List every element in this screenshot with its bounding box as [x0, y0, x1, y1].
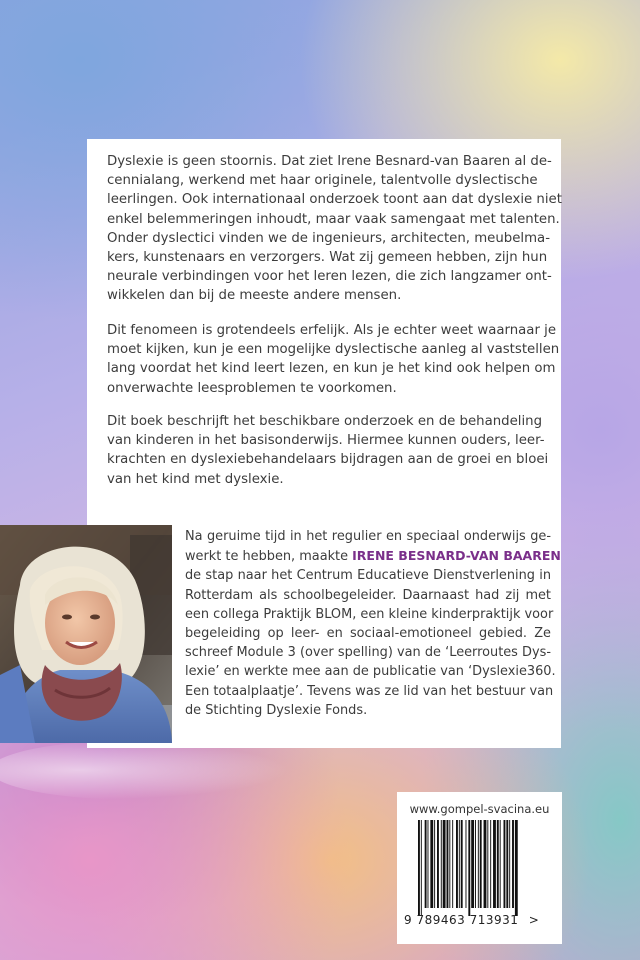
barcode-bar: [475, 820, 476, 908]
barcode-bar: [441, 820, 442, 908]
barcode-bar: [428, 820, 429, 908]
barcode-bar: [468, 820, 470, 916]
barcode-bar: [512, 820, 514, 908]
barcode-bar: [490, 820, 491, 908]
isbn-number: 9 789463 713931 >: [404, 913, 540, 927]
barcode-bar: [506, 820, 508, 908]
blurb-paragraph-2: Dit fenomeen is grotendeels erfelijk. Als je echter weet waarnaar je moet kijken, kun je een mogelijke dyslectische aanleg al vaststellen lang voordat het kind leert lezen, en kun je het kind ook helpen om onverwachte leesproblemen te voorkomen.: [107, 323, 560, 396]
author-photo: [0, 525, 172, 743]
barcode-bar: [449, 820, 450, 908]
barcode-bar: [478, 820, 479, 908]
isbn-barcode: [418, 820, 542, 916]
barcode-bar: [484, 820, 487, 908]
author-bio: Na geruime tijd in het regulier en speciaal onderwijs ge- werkt te hebben, maakte IRENE BESNARD-VAN BAAREN de stap naar het Centrum Educatieve Dienstverlening in Rotterdam als schoolbegeleider. Daarnaast had zij met een collega Praktijk BLOM, een kleine kinderpraktijk voor begeleiding op leer- en sociaal-emotioneel gebied. Ze schreef Module 3 (over spelling) van de ‘Leerroutes Dys- lexie’ en werkte mee aan de publicatie van ‘Dyslexie360. Een totaalplaatje’. Tevens was ze lid van het bestuur van de Stichting Dyslexie Fonds.: [185, 529, 561, 718]
publisher-website: www.gompel-svacina.eu: [409, 802, 550, 816]
barcode-bar: [425, 820, 427, 908]
barcode-bar: [459, 820, 460, 908]
barcode-bar: [443, 820, 446, 908]
bio-line-with-name: werkt te hebben, maakte IRENE BESNARD-VAN BAAREN: [185, 548, 561, 565]
barcode-bar: [434, 820, 435, 908]
author-name: IRENE BESNARD-VAN BAAREN: [352, 548, 561, 564]
barcode-bar: [504, 820, 506, 908]
blurb-paragraph-3: Dit boek beschrijft het beschikbare onderzoek en de behandeling van kinderen in het basisonderwijs. Hiermee kunnen ouders, leer- krachten en dyslexiebehandelaars bijdragen aan de groei en bloei van het kind met dyslexie.: [107, 414, 549, 487]
barcode-bar: [452, 820, 453, 908]
barcode-bar: [461, 820, 463, 908]
barcode-bar: [430, 820, 433, 908]
barcode-bar: [421, 820, 422, 916]
barcode-bar: [447, 820, 449, 908]
barcode-bar: [515, 820, 518, 916]
barcode-bar: [418, 820, 420, 916]
barcode-bar: [497, 820, 499, 908]
barcode-bar: [480, 820, 482, 908]
barcode-bar: [466, 820, 467, 908]
barcode-bar: [456, 820, 458, 908]
background-swirl: [0, 740, 290, 800]
blurb-paragraph-1: Dyslexie is geen stoornis. Dat ziet Irene Besnard-van Baaren al de- cennialang, werkend met haar originele, talentvolle dyslectische leerlingen. Ook internationaal onderzoek toont aan dat dyslexie niet enkel belemmeringen inhoudt, maar vaak samengaat met talenten. Onder dyslectici vinden we de ingenieurs, architecten, meubelma- kers, kunstenaars en verzorgers. Wat zij gemeen hebben, zijn hun neurale verbindingen voor het leren lezen, die zich langzamer ont- wikkelen dan bij de meeste andere mensen.: [107, 154, 562, 304]
barcode-bar: [471, 820, 474, 908]
barcode-bar: [509, 820, 510, 908]
barcode-bar: [493, 820, 496, 908]
barcode-bar: [500, 820, 501, 908]
barcode-bar: [437, 820, 439, 908]
barcode-bar: [487, 820, 488, 908]
